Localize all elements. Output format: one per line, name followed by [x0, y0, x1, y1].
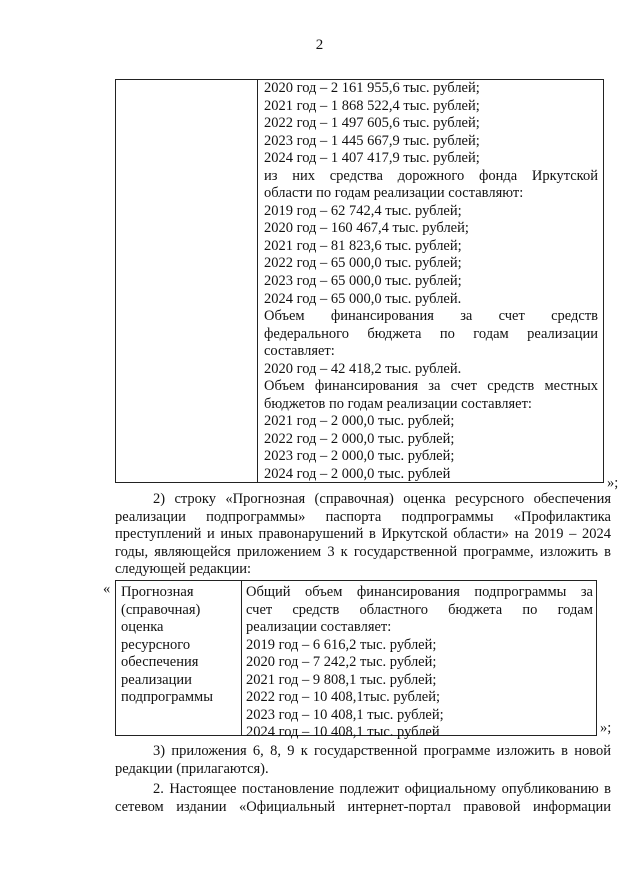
closing-quote: »; [607, 475, 619, 491]
label-line: оценка [121, 619, 164, 636]
table-line: 2021 год – 1 868 522,4 тыс. рублей; [264, 97, 480, 114]
paragraph-line: сетевом издании «Официальный интернет-портал правовой информации [115, 798, 611, 815]
paragraph-line: годы, являющейся приложением 3 к государственной программе, изложить в [115, 543, 611, 560]
content-line: Общий объем финансирования подпрограммы за [246, 584, 593, 600]
row-label-cell [121, 584, 236, 707]
content-line: 2019 год – 6 616,2 тыс. рублей; [246, 636, 437, 653]
table-line: составляет: [264, 343, 335, 360]
paragraph-item-4 [115, 781, 611, 816]
table-column-divider [241, 581, 242, 735]
table-line: 2022 год – 1 497 605,6 тыс. рублей; [264, 115, 480, 132]
content-line: счет средств областного бюджета по годам [246, 601, 593, 618]
label-line: ресурсного [121, 636, 191, 653]
paragraph-line: 3) приложения 6, 8, 9 к государственной программе изложить в новой [153, 743, 611, 759]
table-line: Объем финансирования за счет средств местных [264, 378, 598, 395]
table-line: 2024 год – 2 000,0 тыс. рублей [264, 466, 451, 483]
table-line: федерального бюджета по годам реализации [264, 325, 598, 342]
funding-details-cell [264, 80, 598, 484]
forecast-resource-table [115, 580, 597, 741]
paragraph-line: 2. Настоящее постановление подлежит официальному опубликованию в [153, 781, 611, 797]
paragraph-line: преступлений и иных правонарушений в Иркутской области» на 2019 – 2024 [115, 526, 611, 543]
content-line: 2022 год – 10 408,1тыс. рублей; [246, 689, 441, 706]
paragraph-item-2 [115, 491, 611, 579]
table-line: бюджетов по годам реализации составляет: [264, 395, 532, 412]
label-line: реализации [121, 671, 192, 688]
table-line: 2023 год – 1 445 667,9 тыс. рублей; [264, 132, 480, 149]
label-line: обеспечения [121, 654, 199, 671]
content-line: 2020 год – 7 242,2 тыс. рублей; [246, 654, 437, 671]
paragraph-line: реализации подпрограммы» паспорта подпрограммы «Профилактика [115, 508, 611, 525]
funding-table-continuation [115, 79, 604, 483]
table-line: 2020 год – 160 467,4 тыс. рублей; [264, 220, 469, 237]
table-line: 2022 год – 65 000,0 тыс. рублей; [264, 255, 462, 272]
label-line: (справочная) [121, 601, 201, 618]
paragraph-item-3 [115, 743, 611, 778]
paragraph-line: следующей редакции: [115, 561, 252, 578]
table-line: 2021 год – 81 823,6 тыс. рублей; [264, 237, 462, 254]
opening-quote: « [103, 581, 111, 597]
table-line: 2021 год – 2 000,0 тыс. рублей; [264, 413, 455, 430]
table-column-divider [257, 80, 258, 482]
table-line: 2022 год – 2 000,0 тыс. рублей; [264, 430, 455, 447]
table-line: из них средства дорожного фонда Иркутской [264, 167, 598, 184]
paragraph-line: 2) строку «Прогнозная (справочная) оценка ресурсного обеспечения [153, 491, 611, 507]
page-number: 2 [315, 37, 324, 53]
table-line: 2024 год – 1 407 417,9 тыс. рублей; [264, 150, 480, 167]
table-line: 2019 год – 62 742,4 тыс. рублей; [264, 202, 462, 219]
label-line: Прогнозная [121, 584, 194, 600]
table-line: области по годам реализации составляют: [264, 185, 524, 202]
content-line: 2021 год – 9 808,1 тыс. рублей; [246, 671, 437, 688]
label-line: подпрограммы [121, 689, 213, 706]
paragraph-line: редакции (прилагаются). [115, 760, 269, 777]
funding-content-cell [246, 584, 593, 742]
table-line: 2020 год – 42 418,2 тыс. рублей. [264, 360, 462, 377]
table-line: 2020 год – 2 161 955,6 тыс. рублей; [264, 80, 480, 96]
table-line: Объем финансирования за счет средств [264, 308, 598, 325]
content-line: 2023 год – 10 408,1 тыс. рублей; [246, 706, 444, 723]
table-line: 2023 год – 65 000,0 тыс. рублей; [264, 273, 462, 290]
table-line: 2024 год – 65 000,0 тыс. рублей. [264, 290, 462, 307]
content-line: 2024 год – 10 408,1 тыс. рублей [246, 724, 440, 741]
table-line: 2023 год – 2 000,0 тыс. рублей; [264, 448, 455, 465]
closing-quote: »; [600, 720, 612, 736]
content-line: реализации составляет: [246, 619, 392, 636]
